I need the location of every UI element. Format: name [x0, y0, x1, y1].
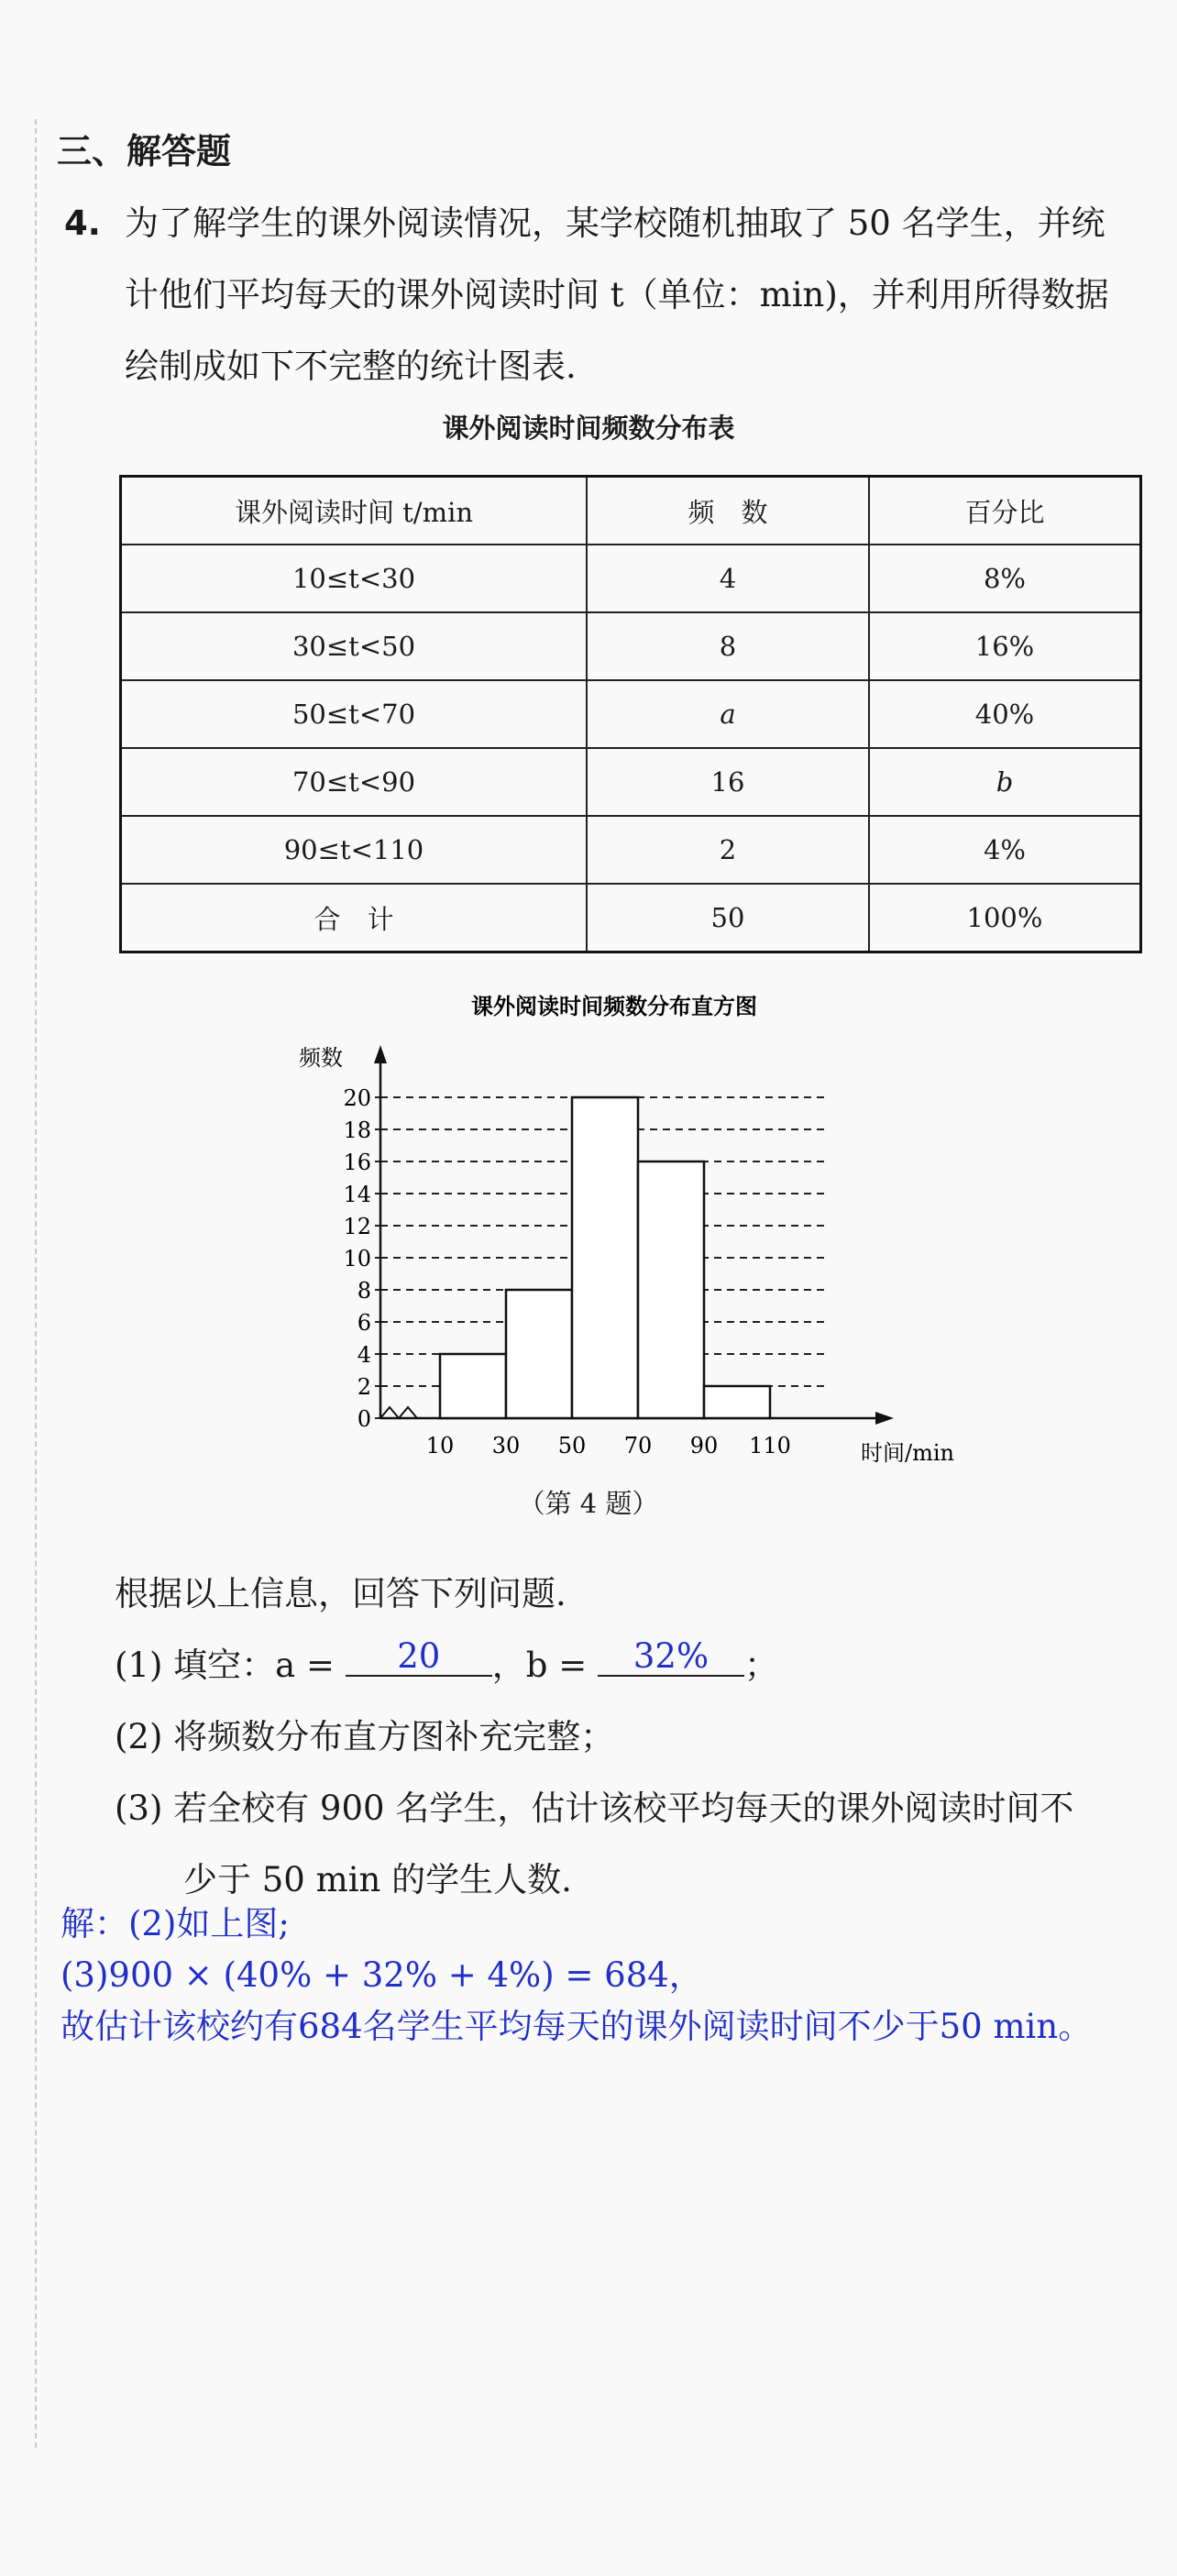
- table-cell: 70≤t<90: [121, 748, 588, 816]
- y-tick-label: 16: [343, 1150, 371, 1175]
- x-tick-label: 110: [749, 1433, 791, 1459]
- problem-line-3: 绘制成如下不完整的统计图表.: [125, 347, 577, 386]
- problem-statement: [64, 188, 1146, 402]
- x-axis-arrow: [875, 1412, 894, 1425]
- axis-break: [380, 1407, 417, 1418]
- x-tick-label: 10: [425, 1433, 455, 1459]
- table-row: [121, 748, 1141, 816]
- solution-line-3: 故估计该校约有684名学生平均每天的课外阅读时间不少于50 min。: [60, 2007, 1093, 2046]
- table-header-cell: 课外阅读时间 t/min: [121, 477, 588, 545]
- y-axis-arrow: [374, 1045, 387, 1063]
- x-tick-label: 50: [557, 1433, 587, 1459]
- table-cell: 50: [587, 884, 869, 952]
- table-cell: b: [869, 748, 1141, 816]
- table-cell: 8%: [869, 545, 1141, 612]
- x-tick-label: 70: [623, 1433, 653, 1459]
- table-cell: 10≤t<30: [121, 545, 588, 612]
- y-tick-label: 18: [343, 1117, 371, 1143]
- margin-dashed-line: [35, 119, 37, 2448]
- table-row: [121, 680, 1141, 748]
- table-header-cell: 频 数: [587, 477, 869, 545]
- table-row: [121, 612, 1141, 680]
- figure-caption: （第 4 题）: [518, 1488, 659, 1519]
- problem-line-2: 计他们平均每天的课外阅读时间 t（单位：min)，并利用所得数据: [125, 275, 1109, 314]
- table-cell: 16: [587, 748, 869, 816]
- table-row: [121, 816, 1141, 884]
- y-tick-label: 0: [357, 1406, 371, 1432]
- question-3-line-2: 少于 50 min 的学生人数.: [183, 1860, 572, 1899]
- table-total-row: [121, 884, 1141, 952]
- table-title: 课外阅读时间频数分布表: [442, 413, 735, 444]
- chart-title: 课外阅读时间频数分布直方图: [471, 993, 757, 1019]
- x-tick-label: 30: [491, 1433, 521, 1459]
- table-cell: 50≤t<70: [121, 680, 588, 748]
- y-tick-label: 6: [357, 1310, 371, 1336]
- table-header-cell: 百分比: [869, 477, 1141, 545]
- histogram-bar: [638, 1161, 704, 1418]
- solution-line-1: 解：(2)如上图;: [60, 1904, 290, 1943]
- question-2: (2) 将频数分布直方图补充完整；: [115, 1717, 615, 1756]
- y-axis-label: 频数: [299, 1045, 343, 1071]
- section-title: 三、解答题: [57, 131, 232, 171]
- table-cell: 4: [587, 545, 869, 612]
- problem-line-1: 4. 为了解学生的课外阅读情况，某学校随机抽取了 50 名学生，并统: [64, 188, 1146, 259]
- questions-intro: 根据以上信息，回答下列问题.: [115, 1574, 566, 1613]
- solution-line-2: (3)900 × (40% + 32% + 4%) = 684，: [60, 1955, 703, 1995]
- table-cell: 100%: [869, 884, 1141, 952]
- table-cell: 8: [587, 612, 869, 680]
- histogram-svg: [266, 992, 962, 1478]
- histogram-chart: [266, 992, 962, 1478]
- table-cell: 4%: [869, 816, 1141, 884]
- y-tick-label: 14: [343, 1182, 371, 1207]
- table-cell: 合 计: [121, 884, 588, 952]
- histogram-bar: [704, 1386, 770, 1418]
- histogram-bar: [440, 1354, 506, 1418]
- table-row: [121, 545, 1141, 612]
- y-tick-label: 10: [343, 1246, 371, 1271]
- frequency-table: [119, 475, 1142, 953]
- problem-number: 4.: [64, 204, 101, 243]
- y-tick-label: 20: [343, 1085, 371, 1111]
- question-1: (1) 填空：a = 20 ，b = 32% ；: [115, 1636, 778, 1685]
- y-tick-label: 12: [343, 1214, 371, 1239]
- answer-blank-a: 20: [346, 1638, 492, 1677]
- histogram-bar: [506, 1290, 572, 1418]
- table-cell: 30≤t<50: [121, 612, 588, 680]
- y-tick-label: 8: [357, 1278, 371, 1304]
- table-cell: 16%: [869, 612, 1141, 680]
- y-tick-label: 4: [357, 1342, 371, 1368]
- table-cell: 40%: [869, 680, 1141, 748]
- table-cell: a: [587, 680, 869, 748]
- x-axis-label: 时间/min: [861, 1440, 954, 1466]
- table-cell: 2: [587, 816, 869, 884]
- question-3-line-1: (3) 若全校有 900 名学生，估计该校平均每天的课外阅读时间不: [115, 1789, 1074, 1828]
- y-tick-label: 2: [357, 1374, 371, 1400]
- histogram-bar: [572, 1097, 638, 1418]
- table-cell: 90≤t<110: [121, 816, 588, 884]
- x-tick-label: 90: [689, 1433, 719, 1459]
- answer-blank-b: 32%: [598, 1638, 744, 1677]
- table-header-row: [121, 477, 1141, 545]
